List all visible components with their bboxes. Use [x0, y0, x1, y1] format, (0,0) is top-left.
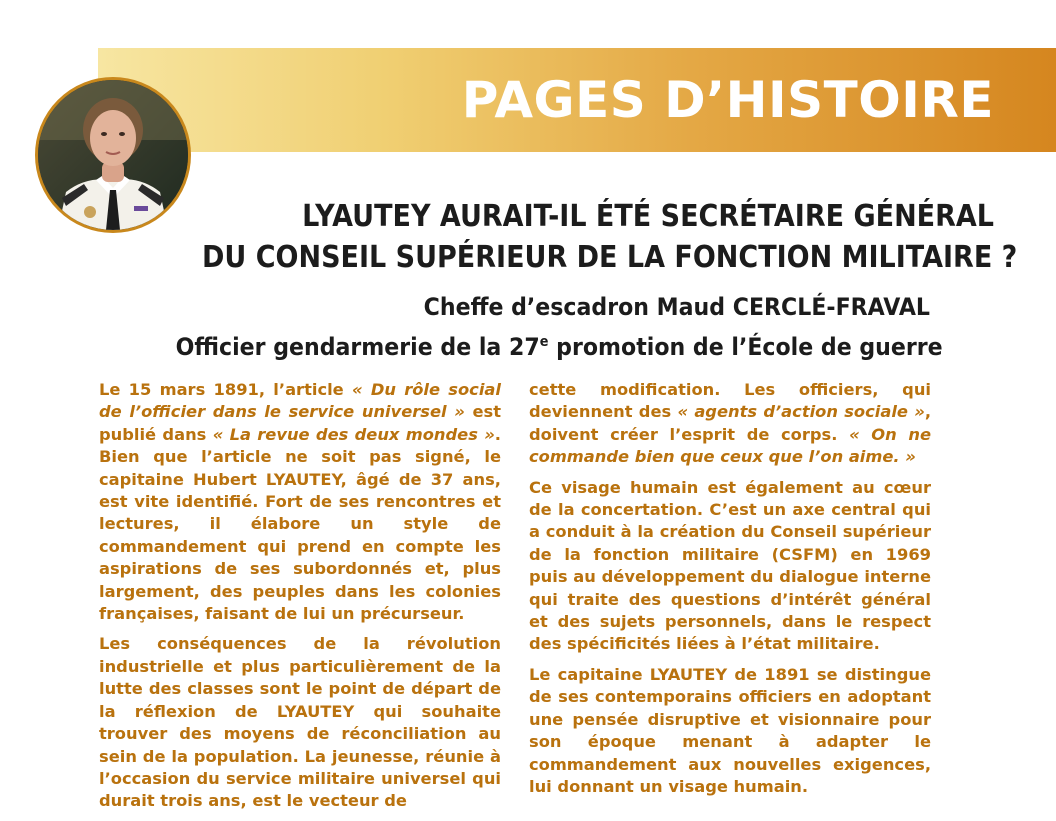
left-column — [99, 379, 501, 821]
author-byline — [110, 290, 943, 365]
paragraph: Le capitaine LYAUTEY de 1891 se distingue de ses contemporains officiers en adoptant une pensée disruptive et visionnaire pour son époque menant à adapter le commandement aux nouvelles exigences, lui donnant un visage humain. — [529, 664, 931, 796]
headline-line-1: LYAUTEY AURAIT-IL ÉTÉ SECRÉTAIRE GÉNÉRAL — [302, 199, 994, 234]
paragraph: Ce visage humain est également au cœur de la concertation. C’est un axe central qui a conduit à la création du Conseil supérieur de la fonction militaire (CSFM) en 1969 puis au développement du dialogue interne qui traite des questions d’intérêt général et des sujets personnels, dans le respect des spécificités liées à l’état militaire. — [529, 477, 931, 654]
section-title: PAGES D’HISTOIRE — [461, 71, 994, 129]
quote-citation: « On ne commande bien que ceux que l’on aime. » — [529, 424, 931, 467]
paragraph — [529, 379, 931, 469]
section-banner — [98, 48, 1056, 152]
author-role-text-end: promotion de l’École de guerre — [548, 333, 943, 361]
text-run: , doivent créer l’esprit de corps. — [529, 402, 931, 444]
quote-phrase: « agents d’action sociale » — [677, 402, 925, 422]
paragraph: Les conséquences de la révolution industrielle et plus particulièrement de la lutte des classes sont le point de départ de la réflexion de LYAUTEY qui souhaite trouver des moyens de réconciliation au sein de la population. La jeunesse, réunie à l’occasion du service militaire universel qui durait trois ans, est le vecteur de — [99, 634, 501, 811]
paragraph — [99, 379, 501, 625]
author-role — [175, 325, 943, 365]
headline-line-2: DU CONSEIL SUPÉRIEUR DE LA FONCTION MILITAIRE ? — [202, 240, 1018, 275]
quote-title: « Du rôle social de l’officier dans le service universel » — [99, 380, 501, 422]
text-run: Le 15 mars 1891, l’article — [99, 380, 352, 399]
text-run: . Bien que l’article ne soit pas signé, le capitaine Hubert LYAUTEY, âgé de 37 ans, est vite identifié. Fort de ses rencontres et lectures, il élabore un style de commandement qui prend en compte les aspirations de ses subordonnés et, plus largement, des peuples dans les colonies françaises, faisant de lui un précurseur. — [99, 424, 501, 624]
article-headline — [114, 196, 1018, 278]
author-role-text: Officier gendarmerie de la 27 — [175, 333, 540, 361]
right-column — [529, 379, 931, 806]
text-run: est publié dans — [99, 402, 501, 444]
quote-publication: « La revue des deux mondes » — [212, 424, 495, 444]
author-name: Cheffe d’escadron Maud CERCLÉ-FRAVAL — [423, 293, 930, 321]
text-run: cette modification. Les officiers, qui deviennent des — [529, 380, 931, 422]
author-role-superscript: e — [539, 334, 549, 350]
